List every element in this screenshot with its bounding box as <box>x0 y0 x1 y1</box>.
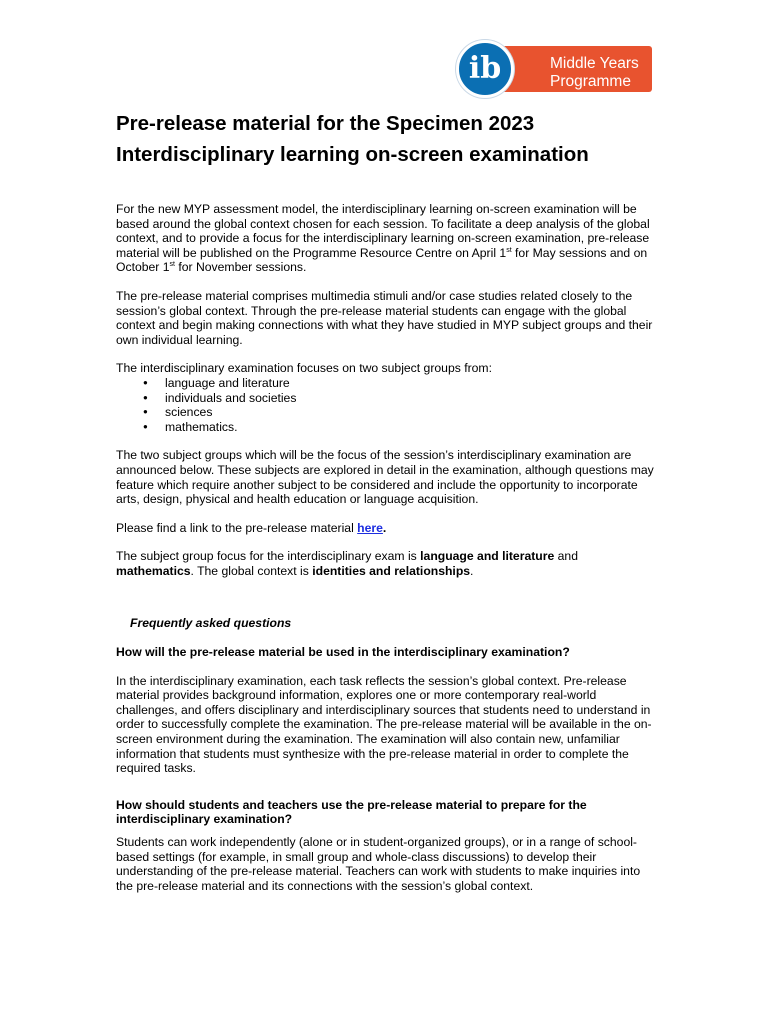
pre-release-link[interactable]: here <box>357 520 383 535</box>
focus-text-g: . <box>470 563 474 578</box>
document-body <box>116 108 656 907</box>
intro-paragraph-4: The two subject groups which will be the focus of the session’s interdisciplinary examination are announced below. These subjects are explored in detail in the examination, although questions may feature which require another subject to be considered and include the opportunity to incorporate arts, design, physical and health education or language acquisition. <box>116 448 654 507</box>
focus-text-c: and <box>554 549 578 564</box>
subject-group-list <box>116 376 656 434</box>
title-line-1: Pre-release material for the Specimen 2023 <box>116 112 535 135</box>
link-lead-text: Please find a link to the pre-release material <box>116 520 358 535</box>
faq-answer-2: Students can work independently (alone or in student-organized groups), or in a range of school-based settings (for example, in small group and whole-class discussions) to develop their understanding of the pre-release material. Teachers can work with students to make inquiries into the pre-release material and its connections with the session’s global context. <box>116 835 641 893</box>
title-line-2: Interdisciplinary learning on-screen examination <box>116 143 589 166</box>
logo-wordmark <box>550 55 639 91</box>
intro-paragraph-2: The pre-release material comprises multimedia stimuli and/or case studies related closely to the session’s global context. Through the pre-release material students can engage with the global context and begin making connections with what they have studied in MYP subject groups and their own individual learning. <box>116 288 653 347</box>
faq-question-2: How should students and teachers use the pre-release material to prepare for the interdisciplinary examination? <box>116 797 587 827</box>
list-item: ● sciences <box>116 405 656 420</box>
intro-p1-text-a: For the new MYP assessment model, the interdisciplinary learning on-screen examination will be based around the global context chosen for each session. To facilitate a deep analysis of the global context, and to provide a focus for the interdisciplinary learning on-screen examination, pre-release material will be published on the Programme Resource Centre on April 1 <box>116 202 650 260</box>
link-trailing-period: . <box>382 520 387 535</box>
intro-paragraph-6 <box>116 549 656 578</box>
ordinal-suffix: st <box>169 261 175 269</box>
ib-myp-logo <box>456 40 652 98</box>
ordinal-suffix: st <box>506 246 512 254</box>
faq-answer-1: In the interdisciplinary examination, each task reflects the session’s global context. Pre-release material provides background information, explores one or more contemporary real-world challenges, and offers disciplinary and interdisciplinary sources that students need to understand in order to successfully complete the examination. The pre-release material will be available in the on-screen environment during the examination. The examination will also contain new, unfamiliar information that students must synthesize with the pre-release material in order to complete the required tasks. <box>116 673 652 776</box>
faq-heading: Frequently asked questions <box>130 616 292 631</box>
logo-line-2: Programme <box>550 73 631 90</box>
faq-question-1: How will the pre-release material be used in the interdisciplinary examination? <box>116 645 570 660</box>
logo-line-1: Middle Years <box>550 55 639 72</box>
list-item: ● mathematics. <box>116 420 656 435</box>
focus-text-e: . The global context is <box>190 563 313 578</box>
ib-emblem-icon: ib <box>456 40 514 98</box>
list-item: ● language and literature <box>116 376 656 391</box>
focus-subject-1: language and literature <box>420 549 555 564</box>
global-context: identities and relationships <box>312 563 471 578</box>
focus-text-a: The subject group focus for the interdisciplinary exam is <box>116 549 421 564</box>
list-item: ● individuals and societies <box>116 391 656 406</box>
focus-subject-2: mathematics <box>116 563 191 578</box>
intro-p1-text-b: for May sessions and on October 1 <box>116 245 648 275</box>
page-title <box>116 108 656 170</box>
intro-paragraph-1 <box>116 202 656 275</box>
intro-paragraph-5 <box>116 521 656 536</box>
intro-p1-text-c: for November sessions. <box>174 260 307 275</box>
intro-paragraph-3: The interdisciplinary examination focuses on two subject groups from: <box>116 361 492 376</box>
